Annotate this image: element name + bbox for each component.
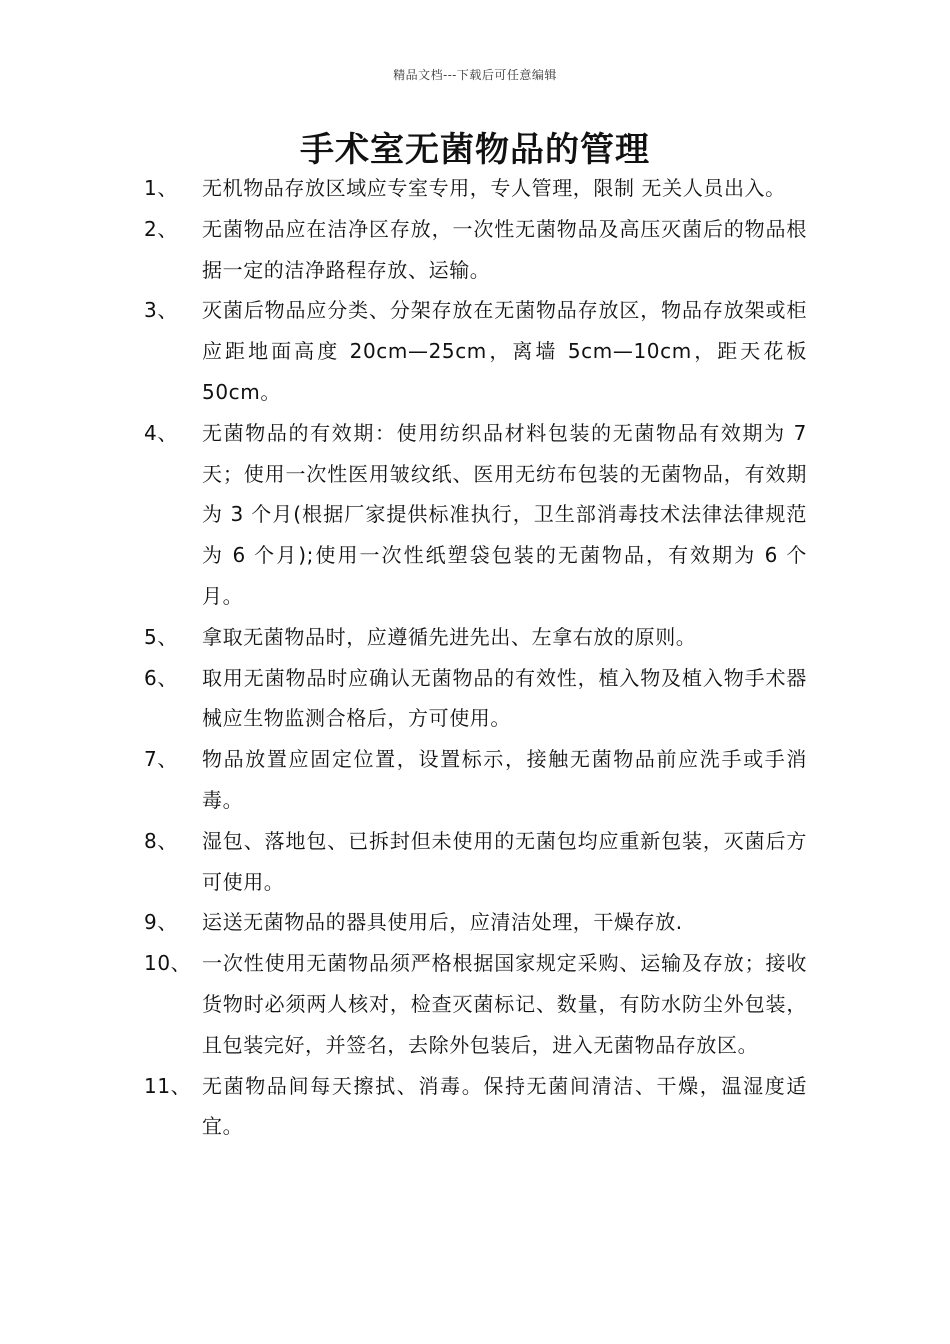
rule-text: 无菌物品的有效期：使用纺织品材料包装的无菌物品有效期为 7 天；使用一次性医用皱纹纸、医用无纺布包装的无菌物品，有效期为 3 个月(根据厂家提供标准执行，卫生部消毒技术法律法律规范为 6 个月);使用一次性纸塑袋包装的无菌物品，有效期为 6 个月。 xyxy=(202,420,807,608)
rule-item-6 xyxy=(0,658,807,740)
rule-item-5 xyxy=(0,617,807,658)
rule-text: 取用无菌物品时应确认无菌物品的有效性，植入物及植入物手术器械应生物监测合格后，方可使用。 xyxy=(202,665,807,731)
rule-text: 一次性使用无菌物品须严格根据国家规定采购、运输及存放；接收货物时必须两人核对，检查灭菌标记、数量，有防水防尘外包装，且包装完好，并签名，去除外包装后，进入无菌物品存放区。 xyxy=(202,951,807,1057)
rule-item-9 xyxy=(0,902,807,943)
rule-number: 3、 xyxy=(144,298,178,323)
rules-list xyxy=(0,168,950,1147)
rule-item-4 xyxy=(0,413,807,617)
rule-text: 湿包、落地包、已拆封但未使用的无菌包均应重新包装，灭菌后方可使用。 xyxy=(202,828,807,894)
rule-item-7 xyxy=(0,739,807,821)
rule-number: 11、 xyxy=(144,1073,192,1098)
rule-number: 10、 xyxy=(144,951,192,976)
rule-number: 2、 xyxy=(144,216,178,241)
rule-number: 4、 xyxy=(144,420,178,445)
rule-number: 8、 xyxy=(144,828,178,853)
rule-text: 灭菌后物品应分类、分架存放在无菌物品存放区，物品存放架或柜应距地面高度 20cm—25cm，离墙 5cm—10cm，距天花板 50cm。 xyxy=(202,298,807,404)
rule-item-8 xyxy=(0,821,807,903)
rule-number: 5、 xyxy=(144,624,178,649)
rule-item-3 xyxy=(0,290,807,412)
rule-item-1 xyxy=(0,168,807,209)
rule-text: 物品放置应固定位置，设置标示，接触无菌物品前应洗手或手消毒。 xyxy=(202,747,807,812)
rule-number: 1、 xyxy=(144,176,178,200)
document-title: 手术室无菌物品的管理 xyxy=(300,130,650,170)
rule-text: 无机物品存放区域应专室专用，专人管理，限制 无关人员出入。 xyxy=(202,176,786,200)
rule-number: 7、 xyxy=(144,747,178,772)
rule-item-10 xyxy=(0,943,807,1065)
rule-item-11 xyxy=(0,1066,807,1148)
rule-number: 6、 xyxy=(144,665,178,690)
rule-text: 拿取无菌物品时，应遵循先进先出、左拿右放的原则。 xyxy=(202,624,697,649)
page-header-watermark: 精品文档---下载后可任意编辑 xyxy=(393,68,557,82)
rule-number: 9、 xyxy=(144,910,178,935)
rule-text: 运送无菌物品的器具使用后，应清洁处理，干燥存放. xyxy=(202,910,683,935)
rule-text: 无菌物品间每天擦拭、消毒。保持无菌间清洁、干燥，温湿度适宜。 xyxy=(202,1073,807,1139)
rule-item-2 xyxy=(0,209,807,291)
rule-text: 无菌物品应在洁净区存放，一次性无菌物品及高压灭菌后的物品根据一定的洁净路程存放、运输。 xyxy=(202,216,807,282)
